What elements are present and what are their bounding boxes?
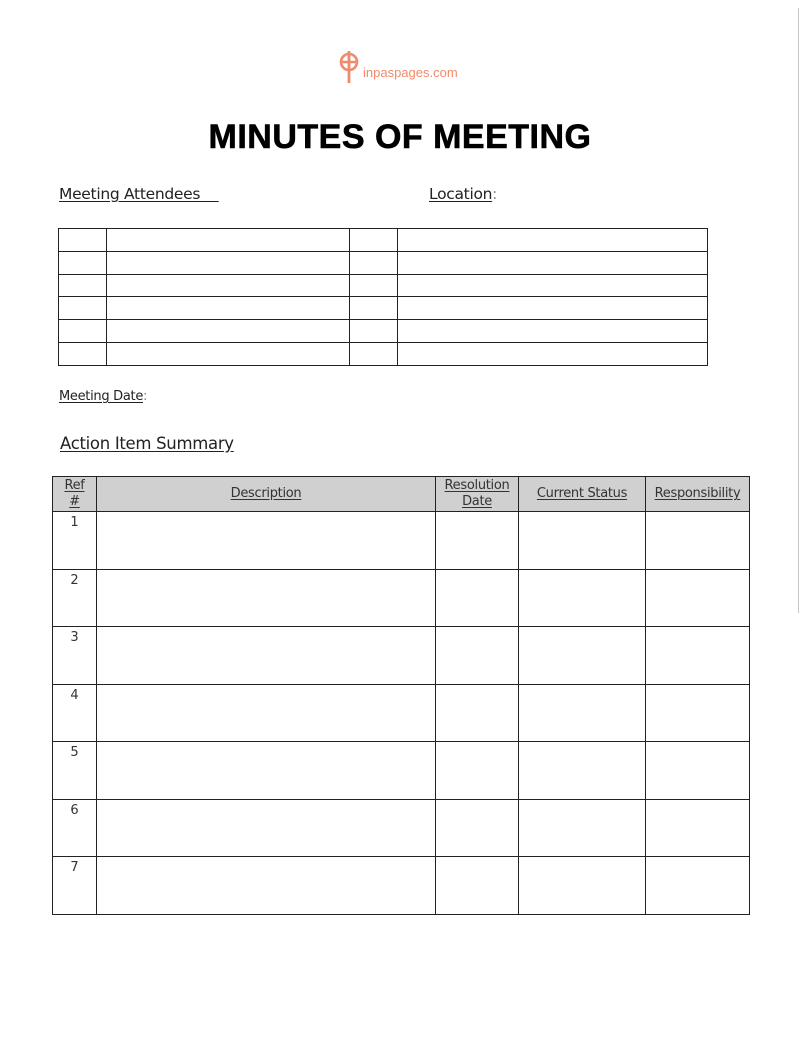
attendee-cell[interactable] bbox=[350, 297, 398, 320]
logo bbox=[338, 50, 458, 84]
resolution-date-cell[interactable] bbox=[436, 799, 519, 857]
resolution-date-cell[interactable] bbox=[436, 627, 519, 685]
status-cell[interactable] bbox=[519, 742, 646, 800]
attendee-row bbox=[59, 320, 708, 343]
header-resolution-line1: Resolution bbox=[444, 478, 510, 493]
resolution-date-cell[interactable] bbox=[436, 684, 519, 742]
ref-number: 1 bbox=[53, 512, 97, 570]
header-ref-line2: # bbox=[69, 494, 80, 509]
attendee-row bbox=[59, 229, 708, 252]
header-ref-line1: Ref bbox=[64, 478, 85, 493]
status-cell[interactable] bbox=[519, 684, 646, 742]
attendee-cell[interactable] bbox=[350, 274, 398, 297]
responsibility-cell[interactable] bbox=[646, 627, 750, 685]
logo-text: inpaspages.com bbox=[363, 65, 458, 80]
page-edge-divider bbox=[798, 8, 799, 613]
ref-number: 7 bbox=[53, 857, 97, 915]
attendee-cell[interactable] bbox=[350, 342, 398, 365]
page-title: MINUTES OF MEETING bbox=[208, 118, 592, 156]
header-responsibility: Responsibility bbox=[646, 477, 750, 512]
location-colon: : bbox=[492, 185, 498, 203]
action-item-row bbox=[53, 799, 750, 857]
meeting-attendees-text: Meeting Attendees bbox=[59, 185, 219, 203]
action-item-table bbox=[52, 476, 750, 915]
attendee-cell[interactable] bbox=[107, 274, 350, 297]
description-cell[interactable] bbox=[97, 627, 436, 685]
location-text: Location bbox=[429, 185, 493, 203]
ref-number: 3 bbox=[53, 627, 97, 685]
attendee-cell[interactable] bbox=[398, 320, 708, 343]
attendee-cell[interactable] bbox=[59, 229, 107, 252]
attendee-cell[interactable] bbox=[107, 297, 350, 320]
attendee-row bbox=[59, 297, 708, 320]
description-cell[interactable] bbox=[97, 684, 436, 742]
responsibility-cell[interactable] bbox=[646, 857, 750, 915]
attendee-cell[interactable] bbox=[107, 229, 350, 252]
attendee-cell[interactable] bbox=[107, 251, 350, 274]
attendee-cell[interactable] bbox=[59, 274, 107, 297]
description-cell[interactable] bbox=[97, 799, 436, 857]
cross-circle-logo-icon bbox=[338, 50, 362, 84]
action-item-row bbox=[53, 857, 750, 915]
resolution-date-cell[interactable] bbox=[436, 857, 519, 915]
attendee-cell[interactable] bbox=[398, 274, 708, 297]
header-resolution-line2: Date bbox=[462, 494, 492, 509]
attendee-cell[interactable] bbox=[398, 229, 708, 252]
description-cell[interactable] bbox=[97, 857, 436, 915]
action-item-summary-heading: Action Item Summary bbox=[60, 434, 234, 453]
header-description: Description bbox=[97, 477, 436, 512]
meeting-date-label bbox=[59, 389, 147, 404]
ref-number: 2 bbox=[53, 569, 97, 627]
action-table-header-row bbox=[53, 477, 750, 512]
attendee-cell[interactable] bbox=[59, 297, 107, 320]
status-cell[interactable] bbox=[519, 569, 646, 627]
description-cell[interactable] bbox=[97, 569, 436, 627]
resolution-date-cell[interactable] bbox=[436, 512, 519, 570]
status-cell[interactable] bbox=[519, 857, 646, 915]
status-cell[interactable] bbox=[519, 512, 646, 570]
attendee-cell[interactable] bbox=[59, 342, 107, 365]
header-ref bbox=[53, 477, 97, 512]
responsibility-cell[interactable] bbox=[646, 742, 750, 800]
action-item-row bbox=[53, 569, 750, 627]
attendee-cell[interactable] bbox=[350, 229, 398, 252]
responsibility-cell[interactable] bbox=[646, 569, 750, 627]
header-current-status: Current Status bbox=[519, 477, 646, 512]
description-cell[interactable] bbox=[97, 742, 436, 800]
resolution-date-cell[interactable] bbox=[436, 569, 519, 627]
action-item-row bbox=[53, 512, 750, 570]
responsibility-cell[interactable] bbox=[646, 512, 750, 570]
attendee-row bbox=[59, 342, 708, 365]
responsibility-cell[interactable] bbox=[646, 684, 750, 742]
attendee-cell[interactable] bbox=[398, 342, 708, 365]
attendee-row bbox=[59, 274, 708, 297]
attendee-cell[interactable] bbox=[107, 342, 350, 365]
attendee-cell[interactable] bbox=[350, 251, 398, 274]
ref-number: 6 bbox=[53, 799, 97, 857]
meeting-attendees-label bbox=[59, 185, 219, 203]
header-resolution-date bbox=[436, 477, 519, 512]
ref-number: 4 bbox=[53, 684, 97, 742]
attendee-cell[interactable] bbox=[107, 320, 350, 343]
action-item-row bbox=[53, 742, 750, 800]
attendee-cell[interactable] bbox=[59, 251, 107, 274]
attendee-cell[interactable] bbox=[398, 251, 708, 274]
meeting-date-text: Meeting Date bbox=[59, 389, 144, 404]
location-label bbox=[429, 185, 497, 203]
attendee-row bbox=[59, 251, 708, 274]
action-item-row bbox=[53, 627, 750, 685]
resolution-date-cell[interactable] bbox=[436, 742, 519, 800]
attendee-cell[interactable] bbox=[59, 320, 107, 343]
attendee-cell[interactable] bbox=[350, 320, 398, 343]
attendee-cell[interactable] bbox=[398, 297, 708, 320]
status-cell[interactable] bbox=[519, 627, 646, 685]
status-cell[interactable] bbox=[519, 799, 646, 857]
action-item-row bbox=[53, 684, 750, 742]
meeting-date-colon: : bbox=[143, 389, 148, 404]
responsibility-cell[interactable] bbox=[646, 799, 750, 857]
ref-number: 5 bbox=[53, 742, 97, 800]
description-cell[interactable] bbox=[97, 512, 436, 570]
attendees-table bbox=[58, 228, 708, 366]
